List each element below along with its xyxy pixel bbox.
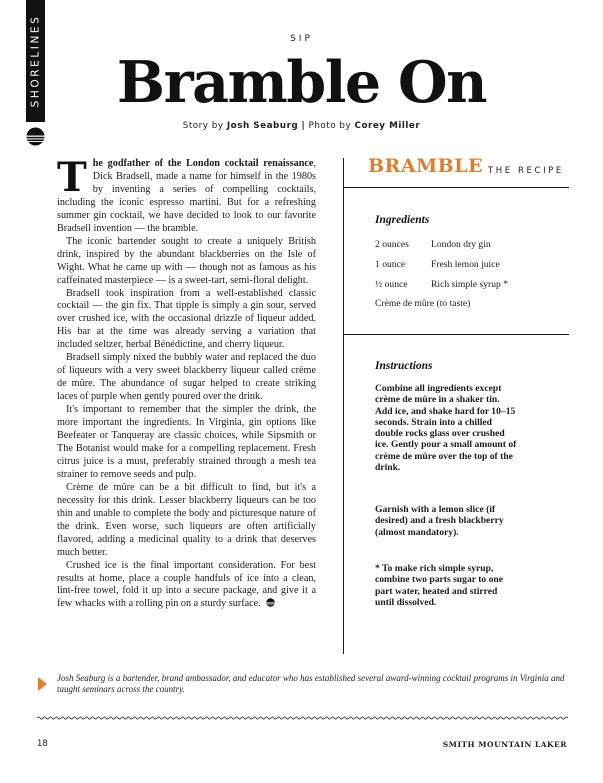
ingredient-amount: 2 ounces xyxy=(375,239,409,250)
recipe-subtitle: THE RECIPE xyxy=(488,166,564,176)
wave-divider xyxy=(37,715,568,721)
article-paragraph: Bradsell took inspiration from a well-established classic cocktail — the gin fix. That tipple is simply a gin sour, served over crushed ice, with the occasional drizzle of liqueur added. His bar at the time was already serving a variation that included seltzer, herbal Bénédictine, and cherry liqueur. xyxy=(57,287,316,351)
last-paragraph-text: Crushed ice is the final important consideration. For best results at home, place a couple handfuls of ice into a clean, lint-free towel, fold it up into a secure package, and give it a few whacks with a rolling pin on a sturdy surface. xyxy=(57,559,316,610)
instructions-heading: Instructions xyxy=(375,360,433,372)
bio-arrow-icon xyxy=(38,677,47,691)
ingredients-heading: Ingredients xyxy=(375,214,430,226)
publication-name: SMITH MOUNTAIN LAKER xyxy=(442,740,567,749)
lead-phrase: he godfather of the London cocktail renaissance xyxy=(92,158,314,169)
byline-photographer: Corey Miller xyxy=(354,121,421,131)
article-paragraph: Bradsell simply nixed the bubbly water and replaced the duo of liqueurs with a very sweet blackberry liqueur called crème de mûre. The abundance of sugar helped to create striking laces of purple when gently poured over the drink. xyxy=(57,352,316,403)
sidebar-divider xyxy=(343,158,344,654)
end-mark-icon xyxy=(266,598,275,607)
ingredient-item: Rich simple syrup * xyxy=(431,279,509,290)
ingredient-item: Fresh lemon juice xyxy=(431,259,500,270)
article-paragraph-lead xyxy=(57,154,316,236)
ingredient-row xyxy=(375,279,508,290)
recipe-title: BRAMBLE xyxy=(368,155,484,177)
byline-photo-prefix: Photo by xyxy=(308,121,352,131)
section-name: SHORELINES xyxy=(29,14,42,108)
byline-author: Josh Seaburg xyxy=(226,121,299,131)
byline xyxy=(0,121,603,131)
page-title: Bramble On xyxy=(116,49,487,116)
byline-story-prefix: Story by xyxy=(182,121,224,131)
lead-text: , Dick Bradsell, made a name for himself in the 1980s by inventing a series of compelling cocktails, including the iconic espresso martini. But for a refreshing summer gin cocktail, we have decided to look to our favorite Bradsell invention — the bramble. xyxy=(57,158,316,234)
ingredient-extra: Crème de mûre (to taste) xyxy=(375,298,471,309)
page-number: 18 xyxy=(37,739,48,749)
article-paragraph: Crème de mûre can be a bit difficult to find, but it's a necessity for this drink. Lesser blackberry liqueurs can be too thin and unable to complete the body and picturesque nature of the drink. Even worse, such liqueurs are often artificially flavored, adding a medicinal quality to a drink that deserves much better. xyxy=(57,481,316,558)
ingredients-rule xyxy=(343,334,569,335)
ingredient-item: London dry gin xyxy=(431,239,491,250)
ingredient-row xyxy=(375,259,500,270)
instructions-text: Combine all ingredients except crème de mûre in a shaker tin. Add ice, and shake hard for 10–15 seconds. Strain into a chilled double rocks glass over crushed ice. Gently pour a small amount of crème de mûre over the top of the drink. xyxy=(375,383,517,474)
article-paragraph: The iconic bartender sought to create a uniquely British drink, inspired by the abundant blackberries on the Isle of Wight. What he came up with — though not as famous as his caffeinated masterpiece — is a sweet-tart, semi-floral delight. xyxy=(57,235,316,286)
article-paragraph-last xyxy=(57,560,316,612)
ingredient-row xyxy=(375,239,491,250)
author-bio: Josh Seaburg is a bartender, brand ambassador, and educator who has established several award-winning cocktail programs in Virginia and taught seminars across the country. xyxy=(57,673,565,694)
byline-separator: | xyxy=(301,121,306,131)
syrup-footnote: * To make rich simple syrup, combine two parts sugar to one part water, heated and stirred until dissolved. xyxy=(375,563,504,608)
garnish-text: Garnish with a lemon slice (if desired) and a fresh blackberry (almost mandatory). xyxy=(375,504,504,538)
ingredient-amount: 1 ounce xyxy=(375,259,406,270)
drop-cap: T xyxy=(57,154,87,201)
article-body xyxy=(57,154,316,611)
article-paragraph: It's important to remember that the simpler the drink, the more important the ingredients. In Virginia, gin options like Beefeater or Tanqueray are classic choices, while Sipsmith or The Botanist would make for a compelling replacement. Fresh citrus juice is a must, preferably strained through a mesh tea strainer to remove seeds and pulp. xyxy=(57,404,316,480)
section-kicker: SIP xyxy=(290,34,313,44)
ingredient-amount: ½ ounce xyxy=(375,279,408,290)
recipe-title-rule xyxy=(343,187,569,188)
